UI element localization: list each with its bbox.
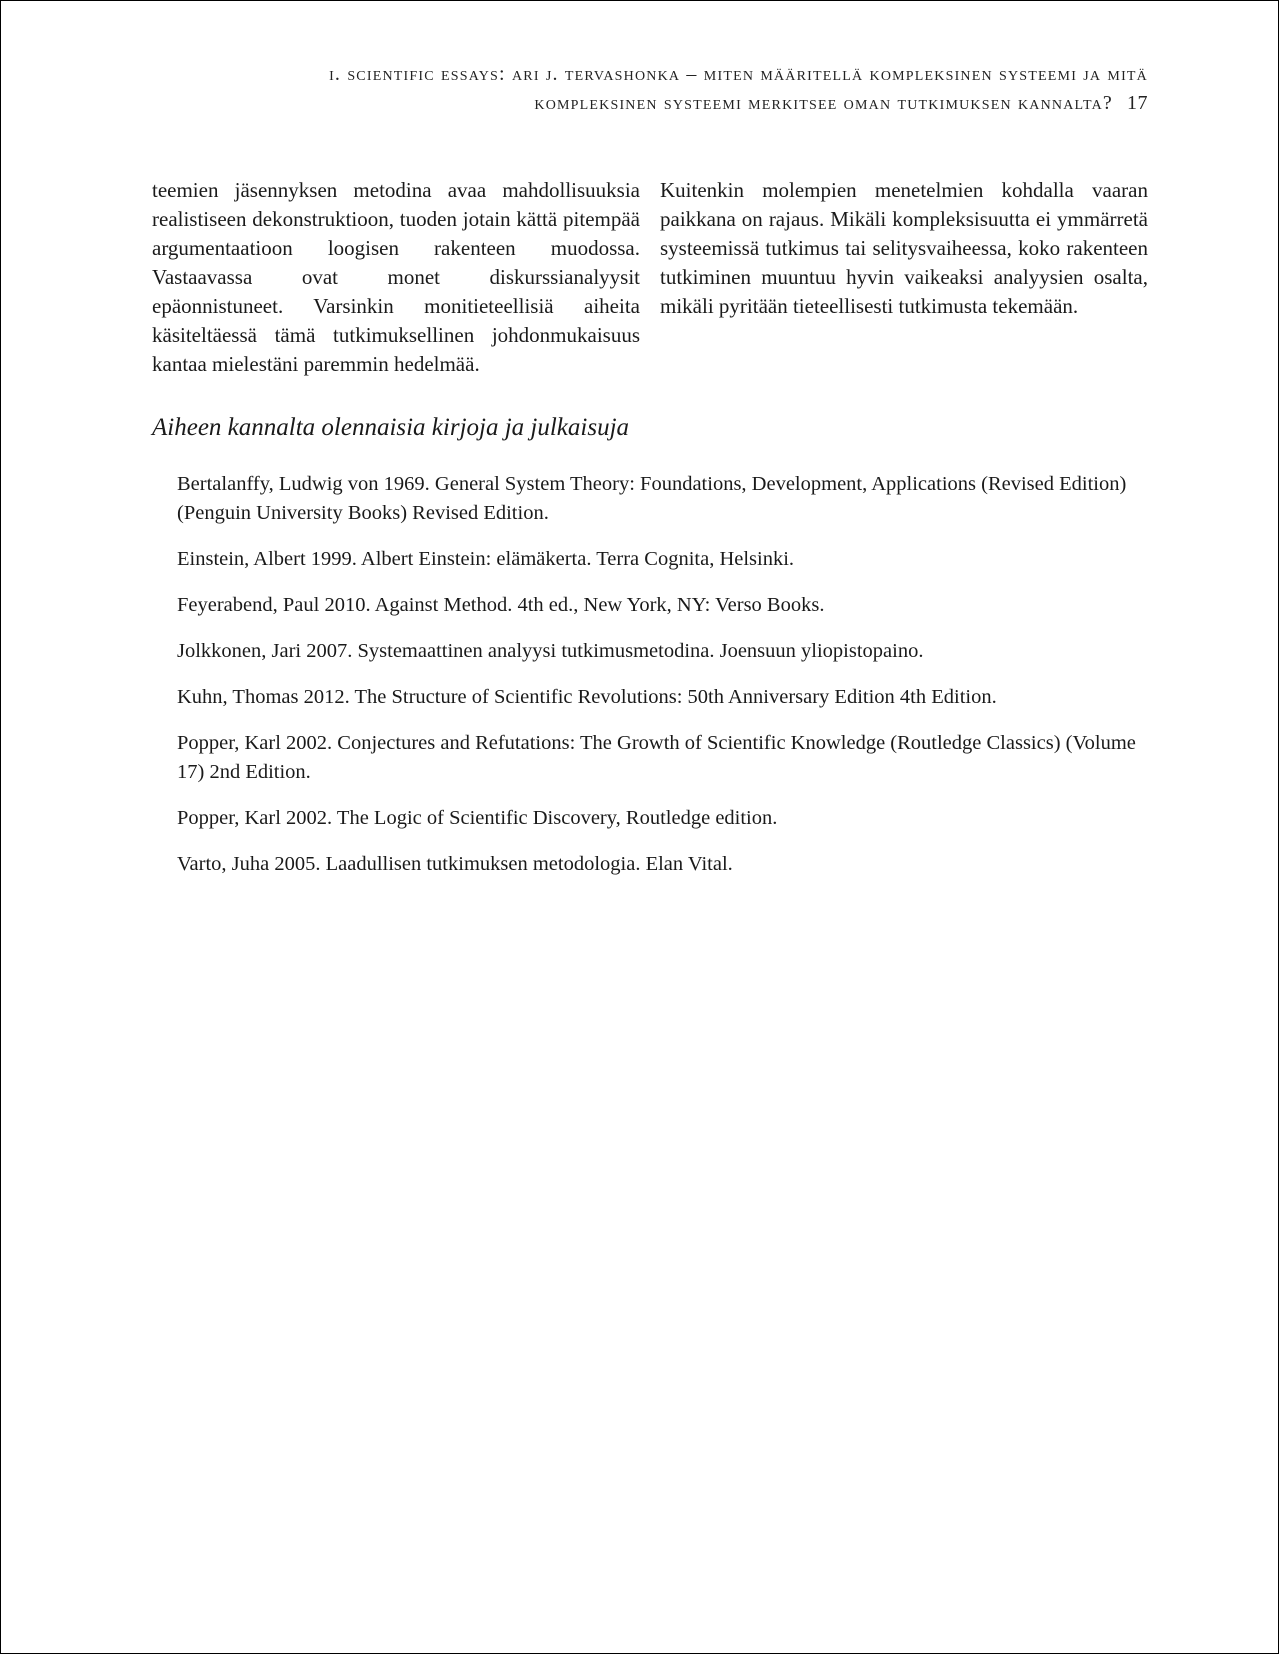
reference-item-jolkkonen: Jolkkonen, Jari 2007. Systemaattinen analyysi tutkimusmetodina. Joensuun yliopistopaino.	[177, 640, 924, 662]
page-number: 17	[1127, 92, 1148, 114]
running-head-line-2-text: kompleksinen systeemi merkitsee oman tutkimuksen kannalta?	[534, 92, 1113, 114]
section-heading: Aiheen kannalta olennaisia kirjoja ja julkaisuja	[152, 414, 630, 441]
right-column-paragraph: Kuitenkin molempien menetelmien kohdalla vaaran paikkana on rajaus. Mikäli kompleksisuutta ei ymmärretä systeemissä tutkimus tai selitysvaiheessa, koko rakenteen tutkiminen muuntuu hyvin vaikeaksi analyysien osalta, mikäli pyritään tieteellisesti tutkimusta tekemään.	[660, 178, 1148, 318]
body-text	[152, 176, 1148, 379]
reference-item-popper-conjectures: Popper, Karl 2002. Conjectures and Refutations: The Growth of Scientific Knowledge (Routledge Classics) (Volume 17) 2nd Edition.	[177, 732, 1136, 783]
reference-item-kuhn: Kuhn, Thomas 2012. The Structure of Scientific Revolutions: 50th Anniversary Edition 4th Edition.	[177, 686, 997, 708]
reference-item-feyerabend: Feyerabend, Paul 2010. Against Method. 4th ed., New York, NY: Verso Books.	[177, 594, 825, 616]
reference-item-popper-logic: Popper, Karl 2002. The Logic of Scientific Discovery, Routledge edition.	[177, 807, 778, 829]
reference-list	[177, 470, 1149, 896]
running-head-line-2	[150, 89, 1148, 118]
left-column-paragraph: teemien jäsennyksen metodina avaa mahdollisuuksia realistiseen dekonstruktioon, tuoden jotain kättä pitempää argumentaatioon loogisen rakenteen muodossa. Vastaavassa ovat monet diskurssianalyysit epäonnistuneet. Varsinkin monitieteellisiä aiheita käsiteltäessä tämä tutkimuksellinen johdonmukaisuus kantaa mielestäni paremmin hedelmää.	[152, 178, 640, 376]
running-head	[150, 60, 1148, 118]
reference-item-einstein: Einstein, Albert 1999. Albert Einstein: elämäkerta. Terra Cognita, Helsinki.	[177, 548, 795, 570]
reference-item-bertalanffy: Bertalanffy, Ludwig von 1969. General System Theory: Foundations, Development, Applications (Revised Edition) (Penguin University Books) Revised Edition.	[177, 473, 1127, 524]
reference-item-varto: Varto, Juha 2005. Laadullisen tutkimuksen metodologia. Elan Vital.	[177, 853, 733, 875]
running-head-line-1: i. scientific essays: ari j. tervashonka – miten määritellä kompleksinen systeemi ja mitä	[329, 63, 1148, 85]
